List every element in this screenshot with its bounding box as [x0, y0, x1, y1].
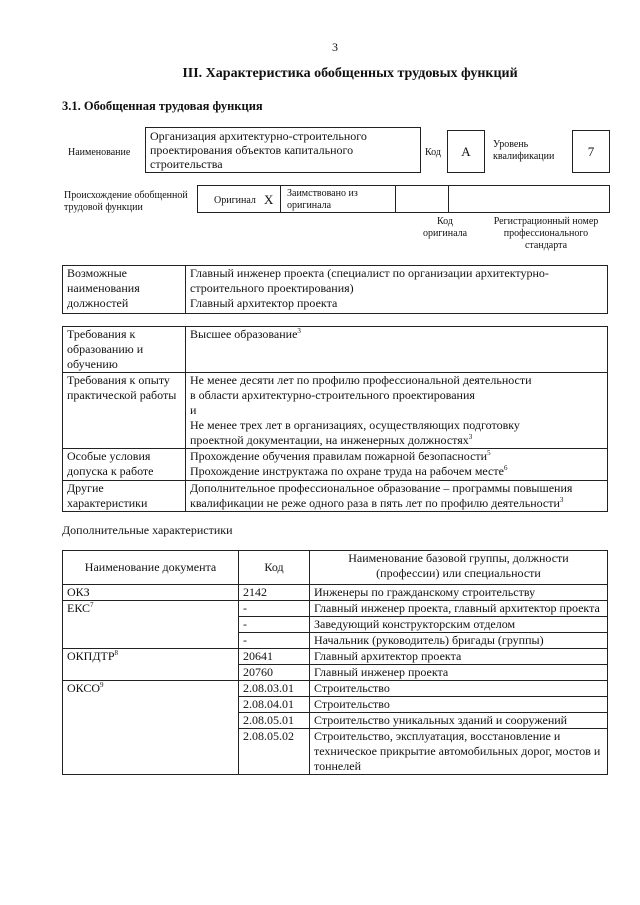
function-name-box: Организация архитектурно-строительного проектирования объектов капитального строительства [145, 127, 421, 173]
document-name: ОКПДТР [67, 649, 115, 663]
table-row [63, 601, 608, 617]
original-cell [197, 185, 281, 213]
document-name: ЕКС [67, 601, 91, 615]
table-row [63, 585, 608, 601]
footnote-ref: 6 [503, 464, 508, 472]
requirement-row [63, 373, 608, 449]
name-cell: Главный архитектор проекта [310, 649, 608, 665]
requirement-value [186, 449, 608, 481]
name-cell: Строительство [310, 697, 608, 713]
name-cell: Заведующий конструкторским отделом [310, 617, 608, 633]
position-item: Главный архитектор проекта [190, 296, 338, 310]
code-cell: 2.08.05.01 [239, 713, 310, 729]
document-cell [63, 585, 239, 601]
section-title: III. Характеристика обобщенных трудовых функций [182, 66, 518, 81]
requirement-text: Прохождение инструктажа по охране труда на рабочем месте [190, 464, 504, 478]
code-cell: 20641 [239, 649, 310, 665]
requirement-value [186, 373, 608, 449]
requirement-row [63, 449, 608, 481]
page-number: 3 [332, 40, 338, 54]
requirement-line [190, 418, 603, 433]
name-cell: Строительство уникальных зданий и сооружений [310, 713, 608, 729]
additional-table [62, 550, 608, 775]
requirement-text: проектной документации, на инженерных должностях [190, 433, 469, 447]
borrowed-cell: Заимствовано из оригинала [280, 185, 396, 213]
name-cell: Инженеры по гражданскому строительству [310, 585, 608, 601]
position-item: Главный инженер проекта (специалист по организации архитектурно-строительного проектирования) [190, 266, 549, 295]
requirement-line [190, 464, 603, 479]
code-cell: - [239, 601, 310, 617]
requirement-label: Особые условия допуска к работе [63, 449, 186, 481]
original-mark: X [264, 192, 274, 207]
positions-table [62, 265, 608, 314]
requirement-line [190, 433, 603, 448]
subsection-title: 3.1. Обобщенная трудовая функция [62, 99, 263, 113]
footnote-ref: 7 [90, 601, 94, 609]
code-cell: - [239, 617, 310, 633]
requirement-label: Другие характеристики [63, 481, 186, 512]
positions-label: Возможные наименования должностей [63, 266, 186, 314]
document-cell [63, 649, 239, 681]
requirement-line [190, 449, 603, 464]
requirement-value [186, 327, 608, 373]
requirement-label: Требования к опыту практической работы [63, 373, 186, 449]
name-cell: Главный инженер проекта, главный архитектор проекта [310, 601, 608, 617]
code-cell: 2.08.04.01 [239, 697, 310, 713]
header-name: Наименование базовой группы, должности (профессии) или специальности [310, 551, 608, 585]
requirement-text: в области архитектурно-строительного проектирования [190, 388, 475, 402]
original-label: Оригинал [214, 195, 256, 206]
code-original-label: Код оригинала [422, 216, 468, 239]
footnote-ref: 5 [487, 449, 491, 457]
name-cell: Строительство [310, 681, 608, 697]
code-cell: 20760 [239, 665, 310, 681]
requirement-line [190, 373, 603, 388]
document-cell [63, 601, 239, 649]
header-code: Код [239, 551, 310, 585]
code-cell: 2.08.05.02 [239, 729, 310, 775]
requirement-row [63, 327, 608, 373]
footnote-ref: 3 [559, 496, 564, 504]
reg-number-label: Регистрационный номер профессионального стандарта [493, 216, 599, 251]
reg-number-cell [448, 185, 610, 213]
table-row [63, 681, 608, 697]
requirement-row [63, 481, 608, 512]
requirement-line [190, 388, 603, 403]
requirement-text: Прохождение обучения правилам пожарной безопасности [190, 449, 488, 463]
table-row [63, 649, 608, 665]
footnote-ref: 3 [468, 433, 473, 441]
name-cell: Главный инженер проекта [310, 665, 608, 681]
requirement-text: Не менее десяти лет по профилю профессиональной деятельности [190, 373, 532, 387]
code-label: Код [425, 147, 441, 158]
level-label: Уровень квалификации [493, 139, 555, 162]
requirement-text: и [190, 403, 197, 417]
origin-label: Происхождение обобщенной трудовой функции [64, 190, 188, 213]
code-value: A [447, 130, 485, 173]
requirement-text: Высшее образование [190, 327, 298, 341]
code-cell: - [239, 633, 310, 649]
footnote-ref: 3 [297, 327, 301, 335]
name-cell: Начальник (руководитель) бригады (группы) [310, 633, 608, 649]
footnote-ref: 9 [100, 681, 104, 689]
document-name: ОКСО [67, 681, 101, 695]
requirement-text: Не менее трех лет в организациях, осуществляющих подготовку [190, 418, 520, 432]
requirement-text: Дополнительное профессиональное образование – программы повышения квалификации не реже одного раза в пять лет по профилю деятельности [190, 481, 573, 510]
document-cell [63, 681, 239, 775]
code-cell: 2.08.03.01 [239, 681, 310, 697]
level-value: 7 [572, 130, 610, 173]
additional-heading: Дополнительные характеристики [62, 523, 233, 537]
requirement-line [190, 481, 603, 511]
header-document: Наименование документа [63, 551, 239, 585]
requirements-table [62, 326, 608, 512]
document-name: ОКЗ [67, 585, 90, 599]
code-original-cell [395, 185, 449, 213]
name-label: Наименование [68, 147, 131, 158]
requirement-line [190, 403, 603, 418]
code-cell: 2142 [239, 585, 310, 601]
requirement-value [186, 481, 608, 512]
name-cell: Строительство, эксплуатация, восстановление и техническое прикрытие автомобильных дорог, мостов и тоннелей [310, 729, 608, 775]
footnote-ref: 8 [114, 649, 119, 657]
requirement-label: Требования к образованию и обучению [63, 327, 186, 373]
requirement-line [190, 327, 603, 342]
positions-values [186, 266, 608, 314]
